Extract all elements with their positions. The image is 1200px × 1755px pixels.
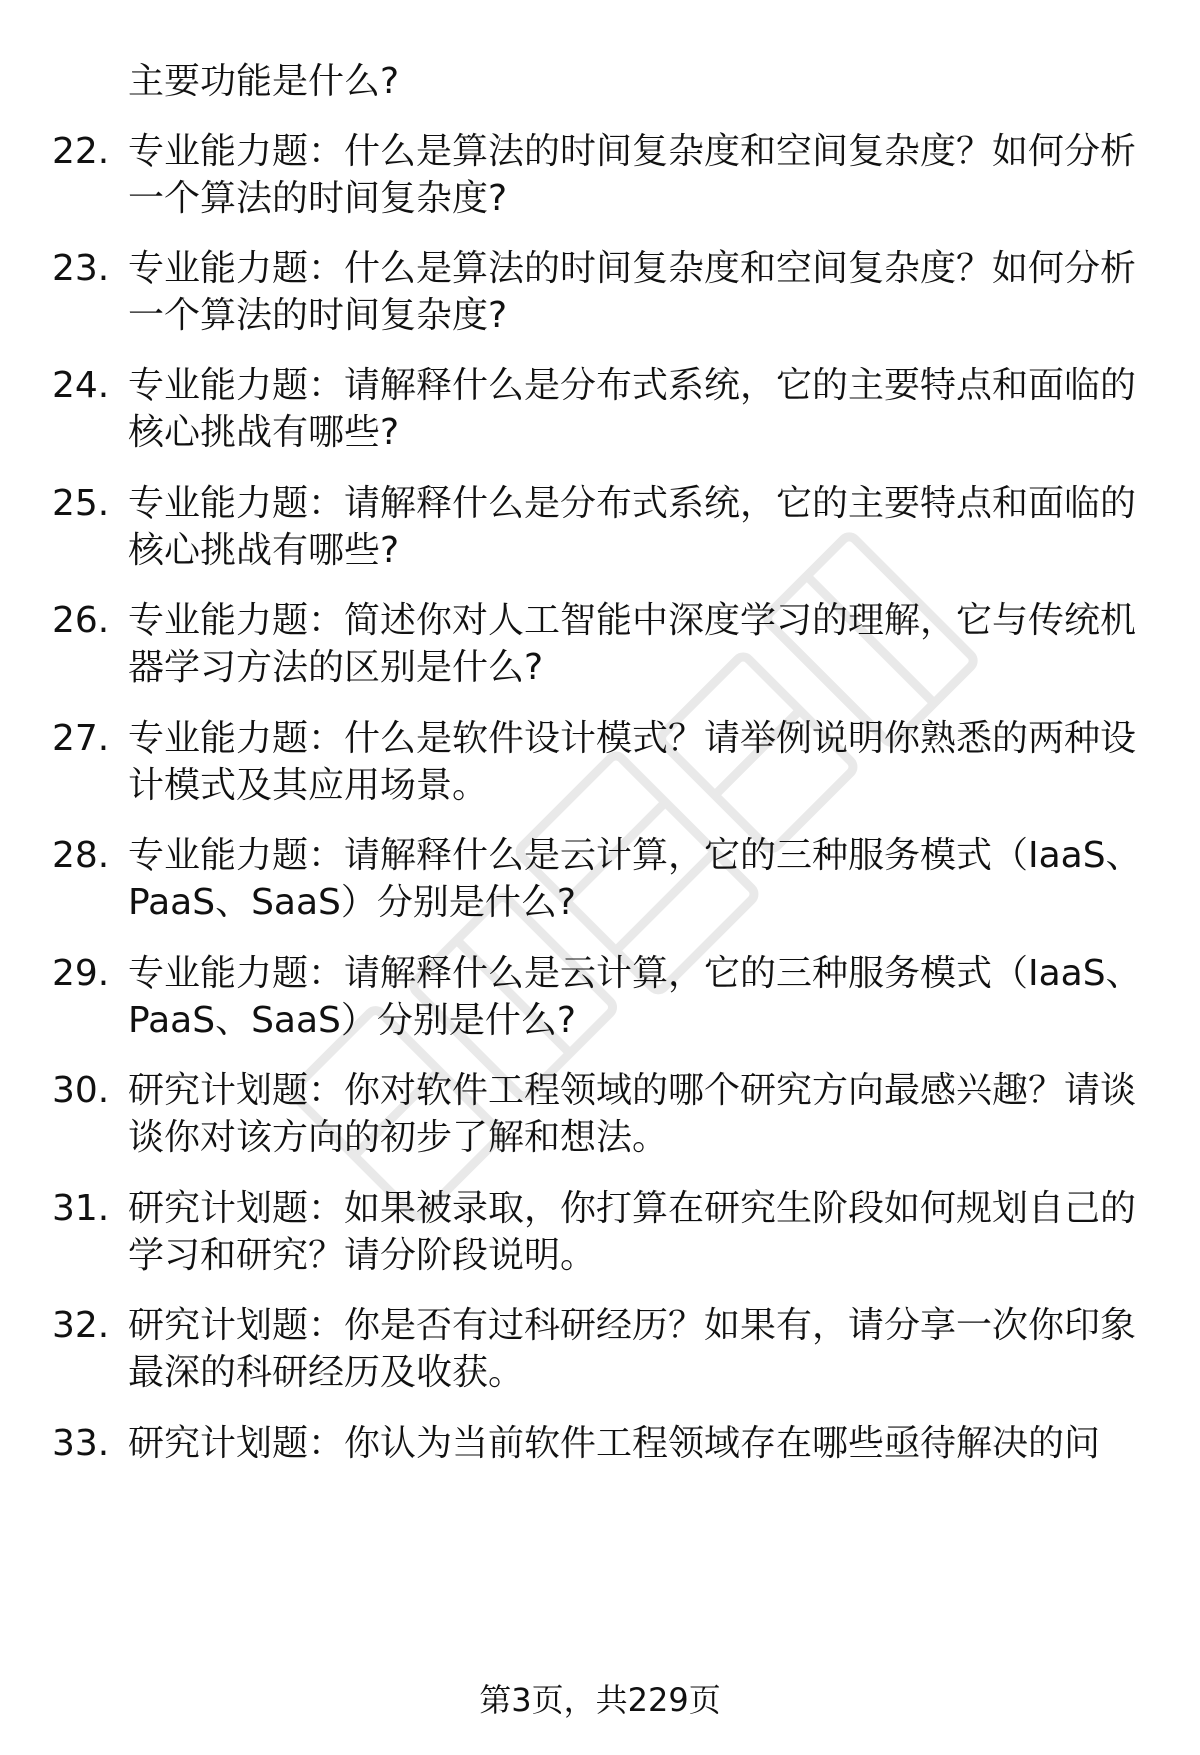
question-24-line-1: 专业能力题：请解释什么是分布式系统，它的主要特点和面临的 [128, 365, 1137, 406]
continuation-line: 主要功能是什么? [128, 61, 400, 102]
question-28-line-1: 专业能力题：请解释什么是云计算，它的三种服务模式（IaaS、 [128, 835, 1142, 876]
question-22-line-1: 专业能力题：什么是算法的时间复杂度和空间复杂度？如何分析 [128, 131, 1137, 172]
question-31-line-1: 研究计划题：如果被录取，你打算在研究生阶段如何规划自己的 [128, 1188, 1137, 1229]
question-22-line-2: 一个算法的时间复杂度? [128, 178, 508, 219]
question-number-26: 26. [52, 600, 110, 641]
question-number-27: 27. [52, 718, 110, 759]
question-30-line-1: 研究计划题：你对软件工程领域的哪个研究方向最感兴趣？请谈 [128, 1070, 1137, 1111]
question-25-line-2: 核心挑战有哪些? [128, 530, 400, 571]
question-33-line-1: 研究计划题：你认为当前软件工程领域存在哪些亟待解决的问 [128, 1423, 1101, 1464]
question-number-22: 22. [52, 131, 110, 172]
question-number-25: 25. [52, 483, 110, 524]
question-26-line-1: 专业能力题：简述你对人工智能中深度学习的理解，它与传统机 [128, 600, 1137, 641]
page-footer: 第3页，共229页 [479, 1681, 721, 1719]
question-32-line-2: 最深的科研经历及收获。 [128, 1352, 525, 1393]
question-number-31: 31. [52, 1188, 110, 1229]
question-29-line-1: 专业能力题：请解释什么是云计算，它的三种服务模式（IaaS、 [128, 953, 1142, 994]
question-26-line-2: 器学习方法的区别是什么? [128, 647, 544, 688]
question-24-line-2: 核心挑战有哪些? [128, 412, 400, 453]
question-32-line-1: 研究计划题：你是否有过科研经历？如果有，请分享一次你印象 [128, 1305, 1137, 1346]
question-number-33: 33. [52, 1423, 110, 1464]
question-number-29: 29. [52, 953, 110, 994]
question-30-line-2: 谈你对该方向的初步了解和想法。 [128, 1117, 669, 1158]
question-23-line-2: 一个算法的时间复杂度? [128, 295, 508, 336]
question-number-28: 28. [52, 835, 110, 876]
question-29-line-2: PaaS、SaaS）分别是什么? [128, 1000, 576, 1041]
question-28-line-2: PaaS、SaaS）分别是什么? [128, 882, 576, 923]
question-number-24: 24. [52, 365, 110, 406]
question-27-line-2: 计模式及其应用场景。 [128, 765, 489, 806]
question-23-line-1: 专业能力题：什么是算法的时间复杂度和空间复杂度？如何分析 [128, 248, 1137, 289]
question-number-30: 30. [52, 1070, 110, 1111]
question-number-32: 32. [52, 1305, 110, 1346]
question-27-line-1: 专业能力题：什么是软件设计模式？请举例说明你熟悉的两种设 [128, 718, 1137, 759]
question-number-23: 23. [52, 248, 110, 289]
question-25-line-1: 专业能力题：请解释什么是分布式系统，它的主要特点和面临的 [128, 483, 1137, 524]
question-31-line-2: 学习和研究？请分阶段说明。 [128, 1235, 597, 1276]
